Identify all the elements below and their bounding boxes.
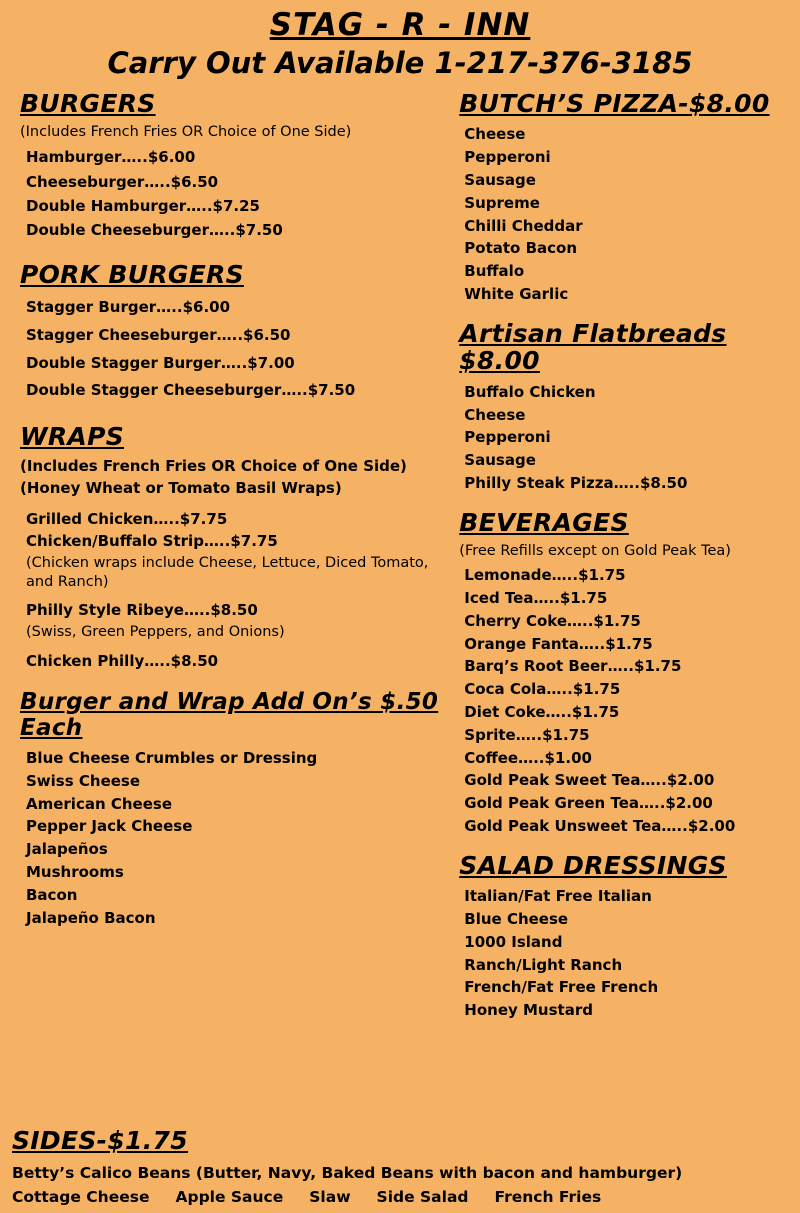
menu-item: Grilled Chicken…..$7.75 xyxy=(26,509,228,528)
side-item: Apple Sauce xyxy=(175,1187,284,1206)
menu-item: Gold Peak Sweet Tea…..$2.00 xyxy=(464,771,715,790)
side-item: French Fries xyxy=(494,1187,602,1206)
menu-item: Chilli Cheddar xyxy=(464,216,583,235)
menu-columns xyxy=(10,84,790,1024)
menu-item: Jalapeños xyxy=(26,840,108,859)
menu-item: Supreme xyxy=(464,193,540,212)
section-heading-sides: SIDES-$1.75 xyxy=(12,1126,188,1156)
section-add-ons xyxy=(20,690,459,929)
menu-item: Gold Peak Unsweet Tea…..$2.00 xyxy=(464,816,736,835)
menu-item: Sausage xyxy=(464,171,536,190)
menu-item: Buffalo xyxy=(464,262,525,281)
menu-item: French/Fat Free French xyxy=(464,978,659,997)
beverages-note: (Free Refills except on Gold Peak Tea) xyxy=(459,543,731,560)
section-beverages xyxy=(459,509,790,838)
menu-item: Stagger Cheeseburger…..$6.50 xyxy=(26,325,291,344)
menu-item: Pepperoni xyxy=(464,428,551,447)
section-burgers xyxy=(20,90,459,243)
section-heading-pizza: BUTCH’S PIZZA-$8.00 xyxy=(459,88,770,118)
ribeye-note: (Swiss, Green Peppers, and Onions) xyxy=(26,624,285,640)
menu-item: Blue Cheese Crumbles or Dressing xyxy=(26,748,318,767)
section-heading-flatbreads: Artisan Flatbreads $8.00 xyxy=(459,318,727,376)
right-column xyxy=(459,84,790,1024)
menu-item: Philly Steak Pizza…..$8.50 xyxy=(464,474,688,493)
section-sides xyxy=(10,1127,790,1209)
menu-item: Honey Mustard xyxy=(464,1001,593,1020)
section-salad-dressings xyxy=(459,852,790,1022)
menu-item: Stagger Burger…..$6.00 xyxy=(26,298,231,317)
burgers-note: (Includes French Fries OR Choice of One Side) xyxy=(20,124,352,141)
carry-out-phone: Carry Out Available 1-217-376-3185 xyxy=(107,45,693,80)
menu-item: Double Stagger Burger…..$7.00 xyxy=(26,353,295,372)
menu-item: Double Hamburger…..$7.25 xyxy=(26,196,260,215)
side-item: Slaw xyxy=(309,1187,351,1206)
menu-item: Gold Peak Green Tea…..$2.00 xyxy=(464,794,713,813)
menu-item: Jalapeño Bacon xyxy=(26,908,156,927)
page-title: STAG - R - INN xyxy=(269,7,531,43)
menu-item: Coffee…..$1.00 xyxy=(464,748,592,767)
sides-row xyxy=(12,1185,790,1209)
menu-item: Swiss Cheese xyxy=(26,771,141,790)
left-column xyxy=(10,84,459,1024)
side-item: Cottage Cheese xyxy=(12,1187,150,1206)
menu-item: Double Cheeseburger…..$7.50 xyxy=(26,221,283,240)
menu-item: Philly Style Ribeye…..$8.50 xyxy=(26,601,258,620)
section-flatbreads xyxy=(459,320,790,495)
menu-item: Iced Tea…..$1.75 xyxy=(464,588,608,607)
wraps-note-sides: (Includes French Fries OR Choice of One Side) xyxy=(20,456,407,475)
menu-item: Double Stagger Cheeseburger…..$7.50 xyxy=(26,381,356,400)
menu-item: Sprite…..$1.75 xyxy=(464,725,590,744)
section-heading-add-ons: Burger and Wrap Add On’s $.50 Each xyxy=(20,689,439,741)
chicken-wrap-note: (Chicken wraps include Cheese, Lettuce, Diced Tomato, and Ranch) xyxy=(26,555,429,590)
section-pork-burgers xyxy=(20,261,459,406)
menu-item: Potato Bacon xyxy=(464,239,578,258)
section-heading-beverages: BEVERAGES xyxy=(459,507,629,537)
section-heading-pork-burgers: PORK BURGERS xyxy=(20,259,244,289)
calico-beans-line: Betty’s Calico Beans (Butter, Navy, Baked Beans with bacon and hamburger) xyxy=(12,1163,683,1182)
menu-item: American Cheese xyxy=(26,794,173,813)
menu-item: White Garlic xyxy=(464,285,569,304)
wraps-note-types: (Honey Wheat or Tomato Basil Wraps) xyxy=(20,479,342,498)
menu-item: Pepperoni xyxy=(464,148,551,167)
menu-item: 1000 Island xyxy=(464,932,563,951)
section-wraps xyxy=(20,423,459,672)
menu-item: Coca Cola…..$1.75 xyxy=(464,680,621,699)
menu-item: Hamburger…..$6.00 xyxy=(26,148,196,167)
menu-item: Pepper Jack Cheese xyxy=(26,817,193,836)
menu-item: Cheeseburger…..$6.50 xyxy=(26,172,219,191)
menu-item: Italian/Fat Free Italian xyxy=(464,887,652,906)
menu-header xyxy=(10,8,790,80)
menu-item: Cheese xyxy=(464,405,526,424)
menu-item: Barq’s Root Beer…..$1.75 xyxy=(464,657,682,676)
section-heading-burgers: BURGERS xyxy=(20,88,156,118)
menu-item: Ranch/Light Ranch xyxy=(464,955,623,974)
menu-item: Orange Fanta…..$1.75 xyxy=(464,634,653,653)
menu-item: Cherry Coke…..$1.75 xyxy=(464,611,641,630)
section-heading-wraps: WRAPS xyxy=(20,422,125,452)
menu-item: Blue Cheese xyxy=(464,910,569,929)
menu-item: Lemonade…..$1.75 xyxy=(464,566,626,585)
section-heading-salad-dressings: SALAD DRESSINGS xyxy=(459,850,727,880)
menu-item: Cheese xyxy=(464,125,526,144)
menu-item: Chicken Philly…..$8.50 xyxy=(26,651,219,670)
menu-item: Sausage xyxy=(464,451,536,470)
menu-item: Chicken/Buffalo Strip…..$7.75 xyxy=(26,532,278,551)
menu-item: Mushrooms xyxy=(26,862,124,881)
menu-item: Bacon xyxy=(26,885,78,904)
menu-item: Diet Coke…..$1.75 xyxy=(464,702,620,721)
section-pizza xyxy=(459,90,790,306)
side-item: Side Salad xyxy=(376,1187,469,1206)
menu-item: Buffalo Chicken xyxy=(464,382,596,401)
